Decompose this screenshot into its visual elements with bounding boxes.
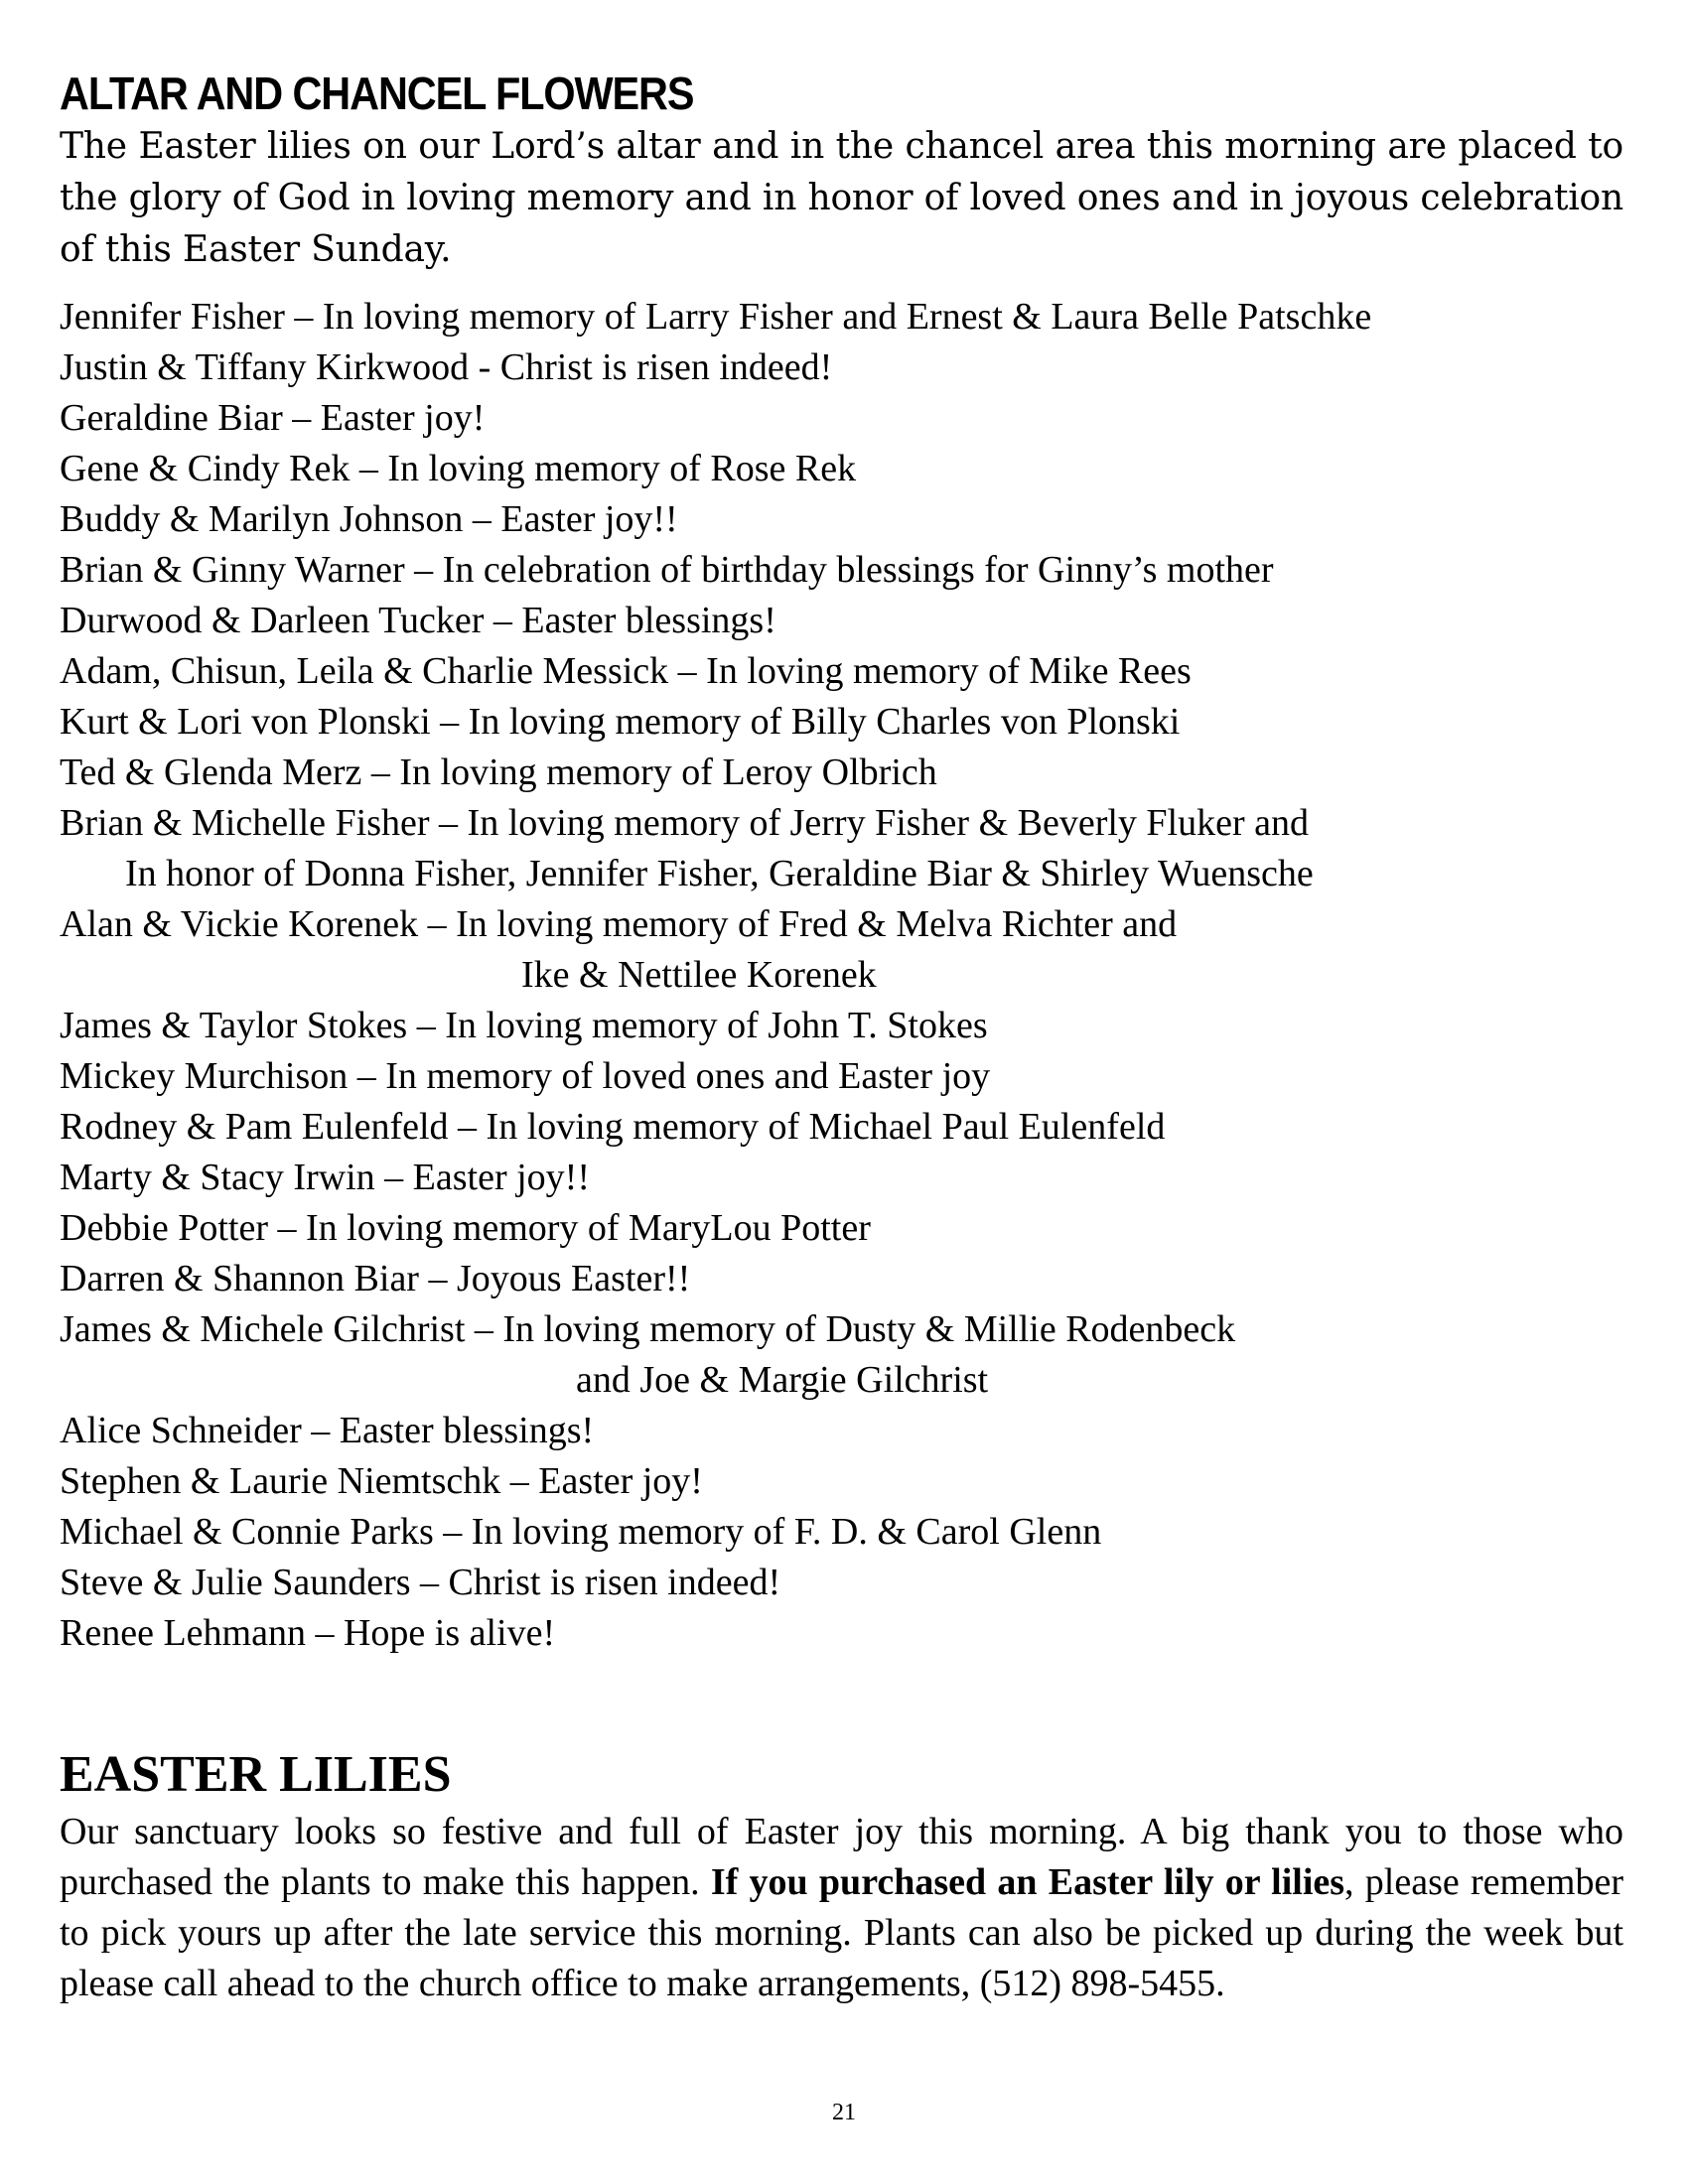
dedication-line-continuation: and Joe & Margie Gilchrist [576,1359,989,1401]
dedication-line: James & Taylor Stokes – In loving memory of John T. Stokes [60,1005,988,1046]
altar-flowers-heading: ALTAR AND CHANCEL FLOWERS [60,68,694,119]
dedication-line: Debbie Potter – In loving memory of MaryLou Potter [60,1207,871,1249]
dedication-line: Steve & Julie Saunders – Christ is risen indeed! [60,1562,781,1603]
dedication-line: Brian & Michelle Fisher – In loving memory of Jerry Fisher & Beverly Fluker and [60,802,1309,844]
dedication-line: Gene & Cindy Rek – In loving memory of Rose Rek [60,448,857,489]
dedication-line: Geraldine Biar – Easter joy! [60,397,486,439]
dedication-line-continuation: Ike & Nettilee Korenek [521,954,877,996]
dedication-line: Adam, Chisun, Leila & Charlie Messick – In loving memory of Mike Rees [60,650,1192,692]
dedication-line: Stephen & Laurie Niemtschk – Easter joy! [60,1460,703,1502]
dedication-line: Kurt & Lori von Plonski – In loving memory of Billy Charles von Plonski [60,701,1181,743]
dedication-line: Buddy & Marilyn Johnson – Easter joy!! [60,498,678,540]
bulletin-page [60,66,1623,2004]
dedication-line: Marty & Stacy Irwin – Easter joy!! [60,1157,590,1198]
dedication-list [60,292,1623,1659]
dedication-line: Alice Schneider – Easter blessings! [60,1410,595,1451]
lilies-text-part2: , please remember to pick yours up after the late service this morning. Plants can also be picked up during the week but please call ahead to the church office to make arrangements, (512) 898-5455. [60,1861,1623,2004]
dedication-line: Michael & Connie Parks – In loving memory of F. D. & Carol Glenn [60,1511,1102,1553]
dedication-line: Mickey Murchison – In memory of loved ones and Easter joy [60,1055,991,1097]
dedication-line: James & Michele Gilchrist – In loving memory of Dusty & Millie Rodenbeck [60,1308,1236,1350]
page-number: 21 [832,2100,856,2125]
easter-lilies-paragraph [60,1807,1623,2009]
dedication-line: Jennifer Fisher – In loving memory of Larry Fisher and Ernest & Laura Belle Patschke [60,296,1372,338]
lilies-bold-text: If you purchased an Easter lily or lilies [710,1861,1345,1903]
dedication-line: Darren & Shannon Biar – Joyous Easter!! [60,1258,691,1299]
easter-lilies-heading: EASTER LILIES [60,1746,452,1803]
dedication-line: Renee Lehmann – Hope is alive! [60,1612,556,1654]
dedication-line-continuation: In honor of Donna Fisher, Jennifer Fisher, Geraldine Biar & Shirley Wuensche [125,853,1314,894]
dedication-line: Alan & Vickie Korenek – In loving memory of Fred & Melva Richter and [60,903,1178,945]
dedication-line: Brian & Ginny Warner – In celebration of birthday blessings for Ginny’s mother [60,549,1274,591]
dedication-line: Durwood & Darleen Tucker – Easter blessings! [60,600,776,641]
dedication-line: Rodney & Pam Eulenfeld – In loving memory of Michael Paul Eulenfeld [60,1106,1166,1148]
lilies-text-part1: Our sanctuary looks so festive and full of Easter joy this morning. A big thank you to those who purchased the plants to make this happen. [60,1811,1623,1903]
altar-flowers-intro: The Easter lilies on our Lord’s altar and in the chancel area this morning are placed to the glory of God in loving memory and in honor of loved ones and in joyous celebration of this Easter Sunday. [60,126,1623,270]
dedication-line: Ted & Glenda Merz – In loving memory of Leroy Olbrich [60,751,937,793]
dedication-line: Justin & Tiffany Kirkwood - Christ is risen indeed! [60,346,833,388]
